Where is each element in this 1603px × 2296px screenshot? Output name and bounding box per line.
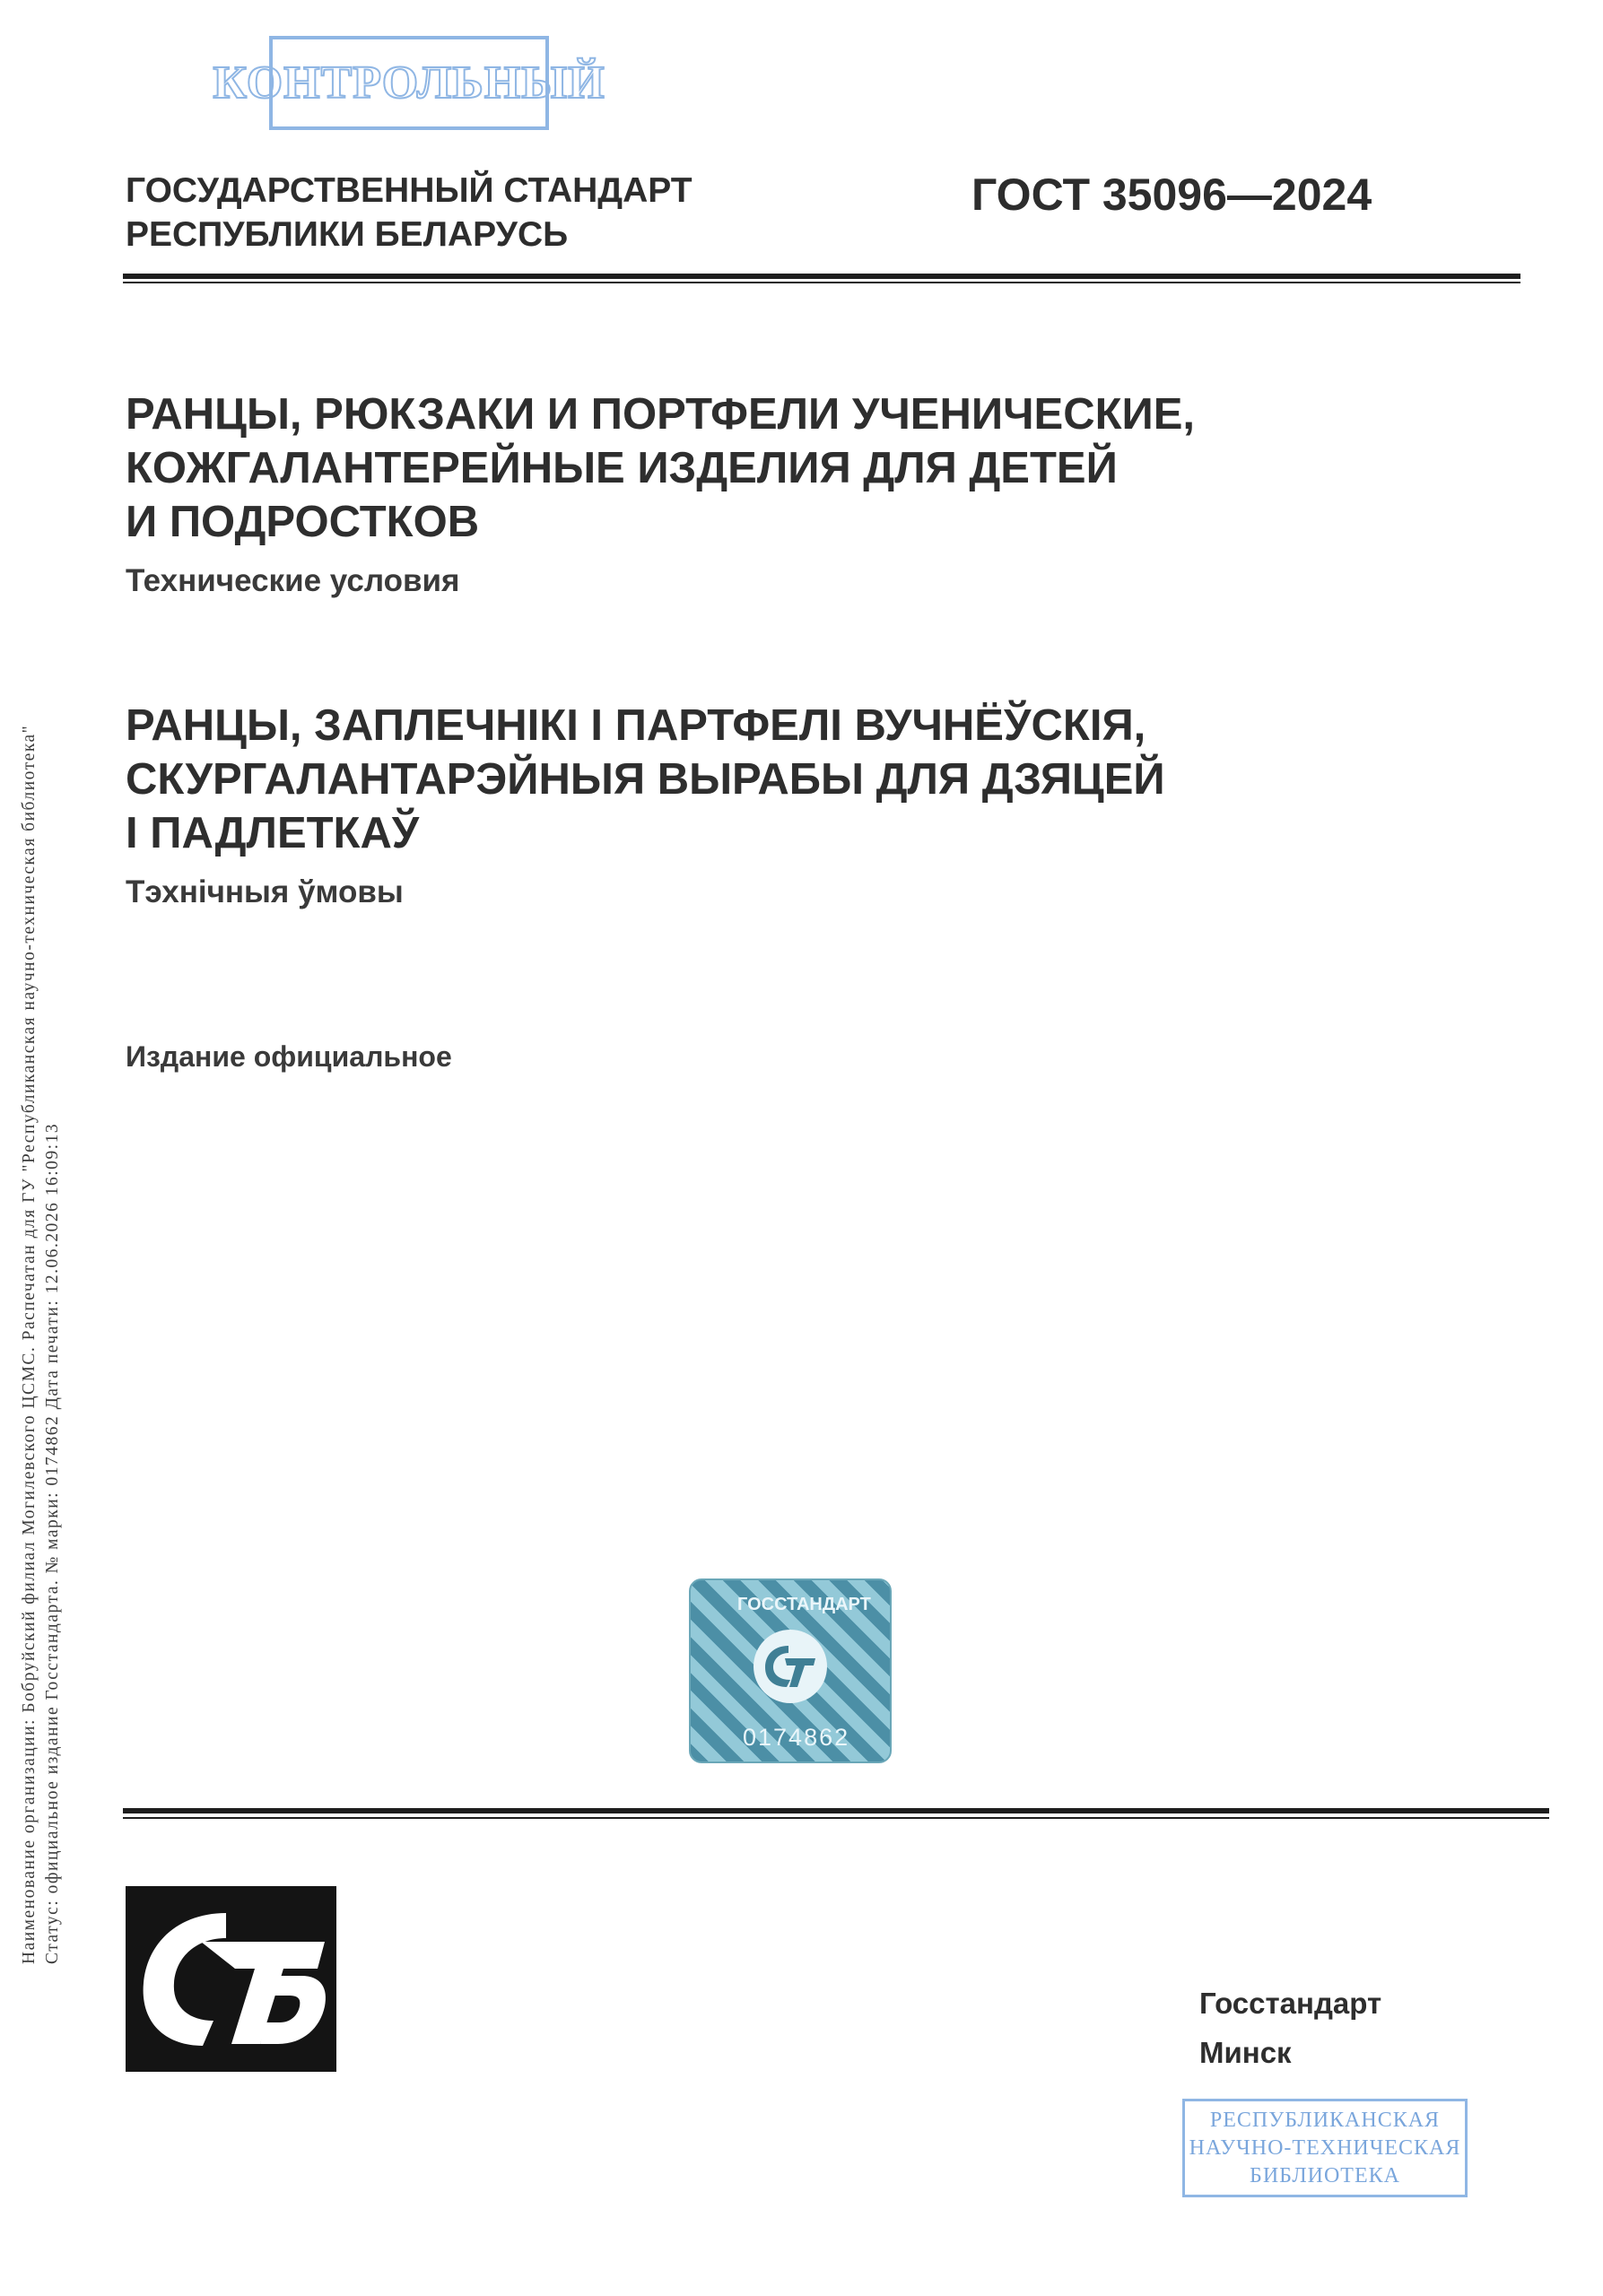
side-print-info bbox=[18, 206, 65, 1964]
title-by-line-3: І ПАДЛЕТКАЎ bbox=[126, 809, 420, 857]
hologram-label: ГОССТАНДАРТ bbox=[737, 1595, 871, 1614]
title-russian bbox=[126, 387, 1195, 549]
library-stamp bbox=[1182, 2099, 1468, 2197]
edition-label: Издание официальное bbox=[126, 1040, 452, 1073]
library-stamp-line-1: РЕСПУБЛИКАНСКАЯ bbox=[1209, 2108, 1441, 2132]
library-stamp-line-3: БИБЛИОТЕКА bbox=[1250, 2163, 1400, 2187]
side-print-line-2: Статус: официальное издание Госстандарта. № марки: 0174862 Дата печати: 12.06.2026 16:09:13 bbox=[43, 1122, 62, 1964]
issuer-line-1: ГОСУДАРСТВЕННЫЙ СТАНДАРТ bbox=[126, 171, 693, 210]
title-ru-line-2: КОЖГАЛАНТЕРЕЙНЫЕ ИЗДЕЛИЯ ДЛЯ ДЕТЕЙ bbox=[126, 444, 1118, 492]
subtitle-russian: Технические условия bbox=[126, 563, 460, 598]
title-by-line-1: РАНЦЫ, ЗАПЛЕЧНІКІ І ПАРТФЕЛІ ВУЧНЁЎСКІЯ, bbox=[126, 701, 1146, 750]
title-by-line-2: СКУРГАЛАНТАРЭЙНЫЯ ВЫРАБЫ ДЛЯ ДЗЯЦЕЙ bbox=[126, 755, 1165, 804]
hologram-logo-icon bbox=[754, 1630, 827, 1703]
issuer-line-2: РЕСПУБЛИКИ БЕЛАРУСЬ bbox=[126, 215, 569, 254]
title-ru-line-1: РАНЦЫ, РЮКЗАКИ И ПОРТФЕЛИ УЧЕНИЧЕСКИЕ, bbox=[126, 390, 1196, 439]
footer-rule-thin bbox=[123, 1817, 1549, 1819]
header-rule-thin bbox=[123, 282, 1520, 283]
library-stamp-line-2: НАУЧНО-ТЕХНИЧЕСКАЯ bbox=[1189, 2135, 1461, 2160]
control-stamp bbox=[213, 36, 605, 130]
subtitle-belarusian: Тэхнічныя ўмовы bbox=[126, 874, 404, 909]
publisher-city: Минск bbox=[1199, 2036, 1292, 2069]
issuer-heading bbox=[126, 169, 693, 257]
hologram-number: 0174862 bbox=[743, 1724, 850, 1751]
publisher-name: Госстандарт bbox=[1199, 1987, 1382, 2020]
title-belarusian bbox=[126, 699, 1165, 860]
header-rule-thick bbox=[123, 274, 1520, 279]
standard-number: ГОСТ 35096—2024 bbox=[971, 170, 1372, 220]
title-ru-line-3: И ПОДРОСТКОВ bbox=[126, 498, 480, 546]
control-stamp-text: КОНТРОЛЬНЫЙ bbox=[213, 57, 605, 109]
stb-logo-icon bbox=[126, 1886, 336, 2072]
side-print-line-1: Наименование организации: Бобруйский филиал Могилевского ЦСМС. Распечатан для ГУ "Республиканская научно-техническая библиотека" bbox=[20, 724, 39, 1964]
footer-rule-thick bbox=[123, 1808, 1549, 1813]
hologram-sticker bbox=[689, 1578, 892, 1763]
stb-logo bbox=[126, 1886, 336, 2072]
